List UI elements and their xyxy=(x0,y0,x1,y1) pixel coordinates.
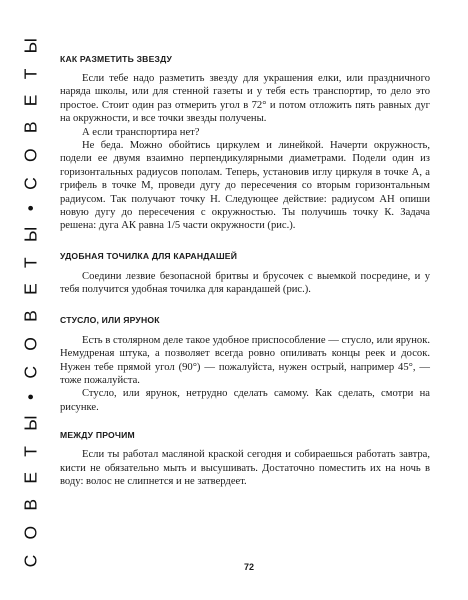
section-heading-star: КАК РАЗМЕТИТЬ ЗВЕЗДУ xyxy=(60,54,173,64)
page-number: 72 xyxy=(243,562,254,572)
sidebar-banner-text: С О В Е Т Ы • С О В Е Т Ы • С О В Е Т Ы xyxy=(20,32,41,568)
paragraph: А если транспортира нет? xyxy=(82,126,200,138)
section-pencil-sharpener xyxy=(60,251,430,297)
vertical-sidebar-banner xyxy=(14,30,48,570)
section-heading-between: МЕЖДУ ПРОЧИМ xyxy=(60,430,135,441)
page-content xyxy=(60,54,430,488)
section-heading-sharpener: УДОБНАЯ ТОЧИЛКА ДЛЯ КАРАНДАШЕЙ xyxy=(60,250,238,261)
paragraph: Стусло, или ярунок, нетрудно сделать самому. Как сделать, смотри на рисунке. xyxy=(60,388,430,413)
paragraph: Есть в столярном деле такое удобное приспособление — стусло, или ярунок. Немудреная штука, а позволяет всегда ровно опиливать концы реек и досок. Нужен тебе прямой угол (90°) — пожалуйста, нужен острый, например 45°, — тоже пожалуйста. xyxy=(60,334,430,386)
paragraph: Не беда. Можно обойтись циркулем и линейкой. Начерти окружность, подели ее двумя взаимно перпендикулярными диаметрами. Подели один из горизонтальных радиусов пополам. Теперь, установив иглу циркуля в точке А, а грифель в точке М, проведи дугу до пересечения со вторым горизонтальным радиусом. Так получают точку Н. Следующее действие: радиусом АН опиши новую дугу до пересечения с окружностью. Ты получишь точку К. Задача решена: дуга АК равна 1/5 части окружности (рис.). xyxy=(60,140,430,232)
paragraph: Соедини лезвие безопасной бритвы и брусочек с выемкой посредине, и у тебя получится удобная точилка для карандашей (рис.). xyxy=(60,270,430,296)
section-miter-box xyxy=(60,315,430,414)
paragraph: Если ты работал масляной краской сегодня и собираешься работать завтра, кисти не обязательно мыть и высушивать. Достаточно поместить их на ночь в воду: волос не слипнется и не затвердеет. xyxy=(60,449,430,487)
section-star-marking xyxy=(60,54,430,233)
paragraph: Если тебе надо разметить звезду для украшения елки, или праздничного наряда школы, или для стенной газеты и у тебя есть транспортир, то дело это простое. Стоит один раз отмерить угол в 72° и потом отложить пять равных дуг на окружности, и все точки звезды получены. xyxy=(60,73,430,125)
section-by-the-way xyxy=(60,430,430,488)
section-heading-miter: СТУСЛО, ИЛИ ЯРУНОК xyxy=(60,314,160,325)
